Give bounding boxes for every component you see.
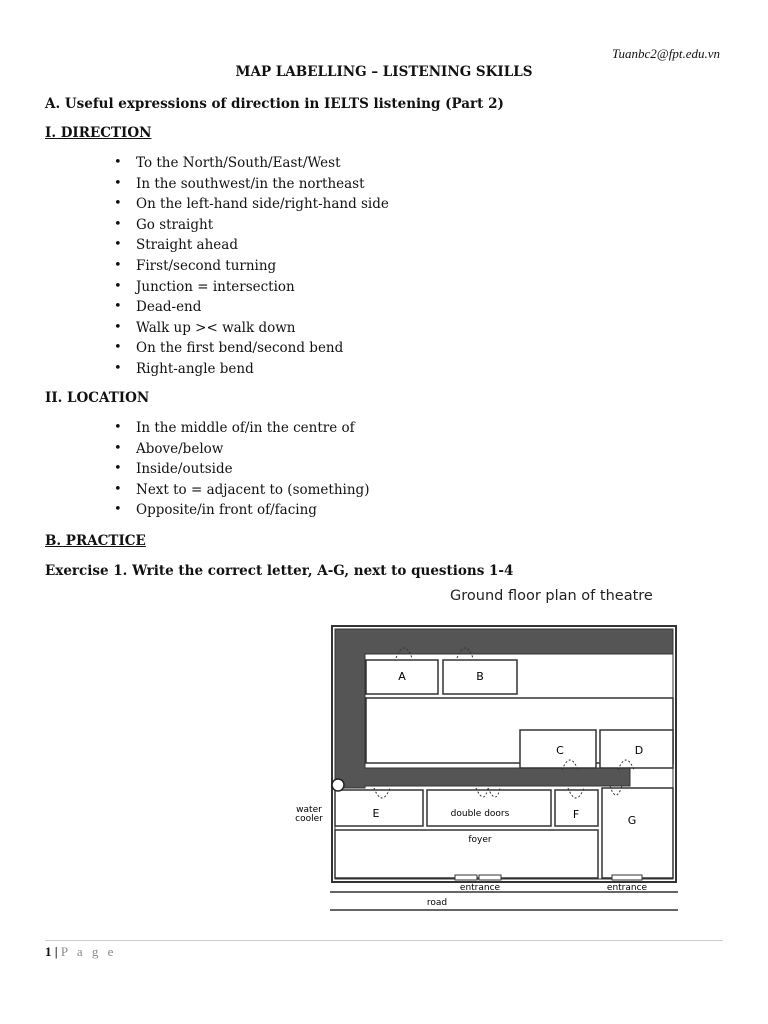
practice-heading: B. PRACTICE <box>45 533 146 549</box>
direction-heading: I. DIRECTION <box>45 125 152 141</box>
label-f: F <box>572 808 580 821</box>
list-item: • In the southwest/in the northeast <box>90 174 389 195</box>
label-g: G <box>627 814 637 827</box>
map-title: Ground floor plan of theatre <box>450 588 653 604</box>
list-item: • Dead-end <box>90 297 389 318</box>
list-item: • To the North/South/East/West <box>90 153 389 174</box>
label-road: road <box>426 898 448 908</box>
document-title: MAP LABELLING – LISTENING SKILLS <box>235 64 533 80</box>
entrance-2-door <box>612 875 642 880</box>
author-email: Tuanbc2@fpt.edu.vn <box>611 46 720 61</box>
list-item: • On the left-hand side/right-hand side <box>90 194 389 215</box>
direction-list <box>90 153 389 380</box>
water-cooler-icon <box>332 779 344 791</box>
list-item: • In the middle of/in the centre of <box>90 418 369 439</box>
foyer-room <box>335 830 598 878</box>
list-item: • First/second turning <box>90 256 389 277</box>
label-e: E <box>372 807 380 820</box>
list-item: • Opposite/in front of/facing <box>90 500 369 521</box>
label-b: B <box>476 670 484 683</box>
exercise-instruction: Exercise 1. Write the correct letter, A-G, next to questions 1-4 <box>45 563 514 579</box>
label-a: A <box>398 670 406 683</box>
list-item: • Right-angle bend <box>90 359 389 380</box>
list-item: • Inside/outside <box>90 459 369 480</box>
label-d: D <box>634 744 644 757</box>
room-g <box>602 788 673 878</box>
footer-separator: | <box>54 944 58 959</box>
label-foyer: foyer <box>468 835 492 845</box>
entrance-1-door <box>479 875 501 880</box>
footer-divider <box>45 940 723 941</box>
location-heading: II. LOCATION <box>45 390 150 406</box>
label-entrance-2: entrance <box>606 883 648 893</box>
page-label: P a g e <box>60 944 117 959</box>
double-doors-area <box>427 790 551 826</box>
list-item: • Junction = intersection <box>90 277 389 298</box>
list-item: • Above/below <box>90 439 369 460</box>
list-item: • Walk up >< walk down <box>90 318 389 339</box>
label-double-doors: double doors <box>450 809 510 819</box>
list-item: • Straight ahead <box>90 235 389 256</box>
theatre-floor-plan <box>290 588 690 918</box>
label-water: water <box>296 805 322 815</box>
page-number: 1 <box>45 944 52 959</box>
label-entrance-1: entrance <box>459 883 501 893</box>
location-list <box>90 418 369 521</box>
list-item: • Next to = adjacent to (something) <box>90 480 369 501</box>
page-footer <box>45 944 116 960</box>
label-c: C <box>556 744 564 757</box>
section-a-heading: A. Useful expressions of direction in IELTS listening (Part 2) <box>45 96 504 112</box>
floor-plan-drawing <box>290 588 690 918</box>
list-item: • Go straight <box>90 215 389 236</box>
label-cooler: cooler <box>295 814 323 824</box>
list-item: • On the first bend/second bend <box>90 338 389 359</box>
entrance-1-door <box>455 875 477 880</box>
